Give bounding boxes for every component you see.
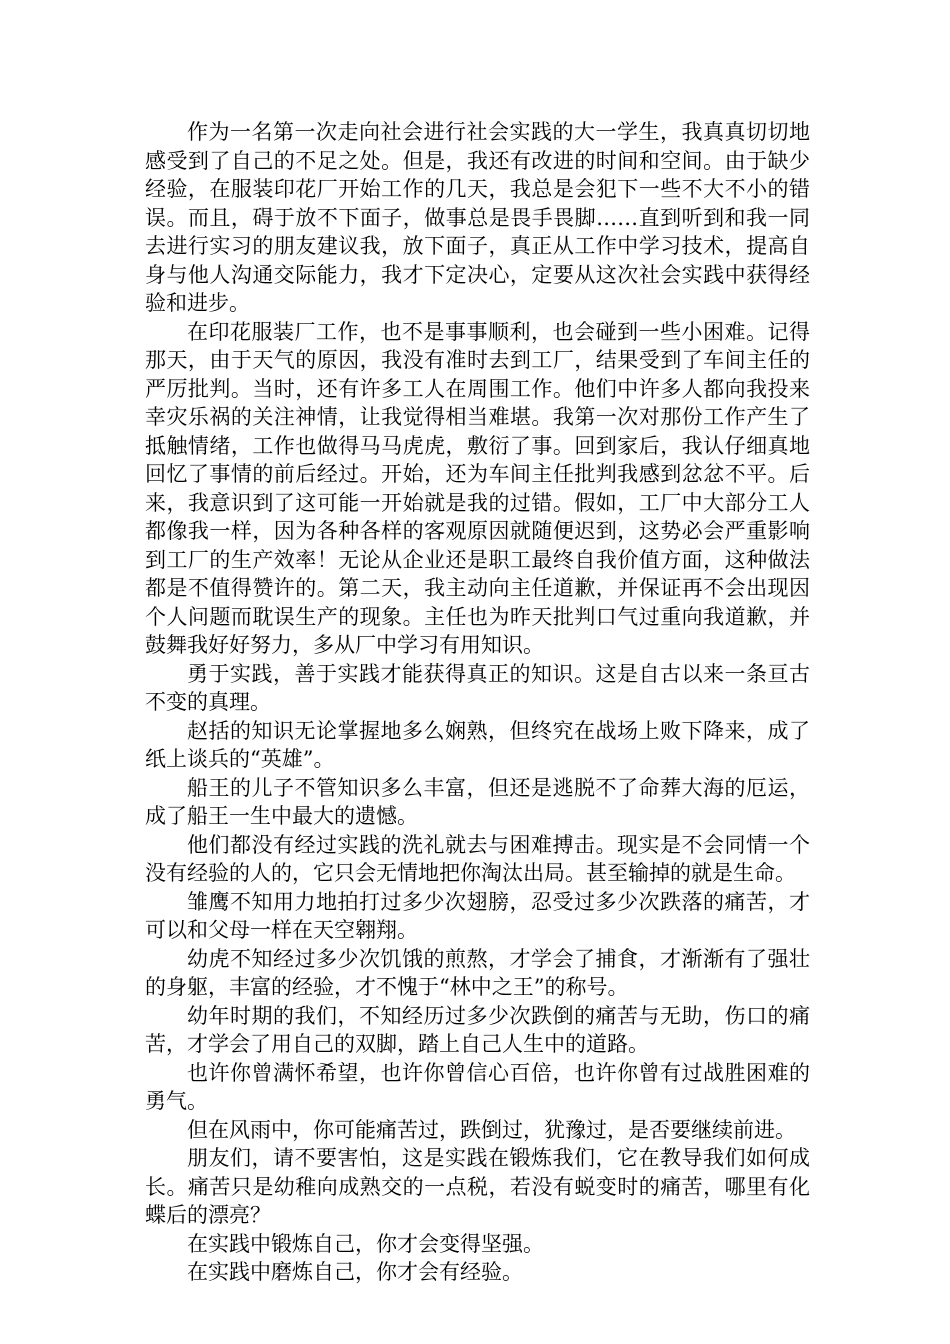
paragraph: 勇于实践，善于实践才能获得真正的知识。这是自古以来一条亘古不变的真理。 — [145, 661, 810, 714]
paragraph: 朋友们，请不要害怕，这是实践在锻炼我们，它在教导我们如何成长。痛苦只是幼稚向成熟交的一点税，若没有蜕变时的痛苦，哪里有化蝶后的漂亮？ — [145, 1146, 810, 1227]
paragraph: 幼年时期的我们，不知经历过多少次跌倒的痛苦与无助，伤口的痛苦，才学会了用自己的双脚，踏上自己人生中的道路。 — [145, 1003, 810, 1056]
paragraph: 作为一名第一次走向社会进行社会实践的大一学生，我真真切切地感受到了自己的不足之处。但是，我还有改进的时间和空间。由于缺少经验，在服装印花厂开始工作的几天，我总是会犯下一些不大不小的错误。而且，碍于放不下面子，做事总是畏手畏脚……直到听到和我一同去进行实习的朋友建议我，放下面子，真正从工作中学习技术，提高自身与他人沟通交际能力，我才下定决心，定要从这次社会实践中获得经验和进步。 — [145, 120, 810, 315]
paragraph: 赵括的知识无论掌握地多么娴熟，但终究在战场上败下降来，成了纸上谈兵的“英雄”。 — [145, 718, 810, 771]
document-body — [145, 118, 810, 1287]
paragraph: 在实践中磨炼自己，你才会有经验。 — [187, 1260, 523, 1284]
paragraph: 幼虎不知经过多少次饥饿的煎熬，才学会了捕食，才渐渐有了强壮的身躯，丰富的经验，才不愧于“林中之王”的称号。 — [145, 946, 810, 999]
paragraph: 但在风雨中，你可能痛苦过，跌倒过，犹豫过，是否要继续前进。 — [187, 1117, 796, 1142]
paragraph: 在实践中锻炼自己，你才会变得坚强。 — [187, 1231, 544, 1256]
paragraph: 在印花服装厂工作，也不是事事顺利，也会碰到一些小困难。记得那天，由于天气的原因，我没有准时去到工厂，结果受到了车间主任的严厉批判。当时，还有许多工人在周围工作。他们中许多人都向我投来幸灾乐祸的关注神情，让我觉得相当难堪。我第一次对那份工作产生了抵触情绪，工作也做得马马虎虎，敷衍了事。回到家后，我认仔细真地回忆了事情的前后经过。开始，还为车间主任批判我感到忿忿不平。后来，我意识到了这可能一开始就是我的过错。假如，工厂中大部分工人都像我一样，因为各种各样的客观原因就随便迟到，这势必会严重影响到工厂的生产效率！无论从企业还是职工最终自我价值方面，这种做法都是不值得赞许的。第二天，我主动向主任道歉，并保证再不会出现因个人问题而耽误生产的现象。主任也为昨天批判口气过重向我道歉，并鼓舞我好好努力，多从厂中学习有用知识。 — [145, 319, 810, 657]
paragraph: 雏鹰不知用力地拍打过多少次翅膀，忍受过多少次跌落的痛苦，才可以和父母一样在天空翱翔。 — [145, 889, 810, 942]
paragraph: 也许你曾满怀希望，也许你曾信心百倍，也许你曾有过战胜困难的勇气。 — [145, 1060, 810, 1113]
paragraph: 他们都没有经过实践的洗礼就去与困难搏击。现实是不会同情一个没有经验的人的，它只会无情地把你淘汰出局。甚至输掉的就是生命。 — [145, 832, 810, 885]
paragraph: 船王的儿子不管知识多么丰富，但还是逃脱不了命葬大海的厄运，成了船王一生中最大的遗憾。 — [145, 775, 810, 828]
